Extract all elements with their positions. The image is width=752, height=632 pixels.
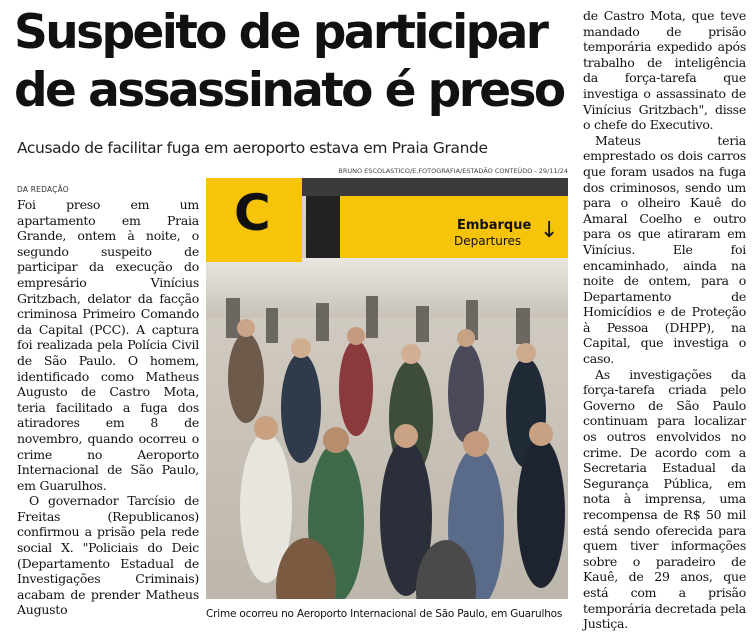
- paragraph-2: O governador Tarcísio de Freitas (Republicanos) confirmou a prisão pela rede social X. "Policiais do Deic (Departamento Estadual de Investigações Criminais) acabam de prender Matheus Augusto: [17, 493, 199, 618]
- sign-departures: Departures: [454, 234, 522, 248]
- sign-panel: [306, 196, 340, 258]
- headline-line-2: de assassinato é preso: [14, 63, 564, 118]
- subheadline: Acusado de facilitar fuga em aeroporto estava em Praia Grande: [17, 139, 488, 157]
- gate-letter: C: [234, 184, 271, 242]
- gate-sign: [206, 178, 302, 262]
- sign-bar: [302, 178, 568, 196]
- byline: DA REDAÇÃO: [17, 185, 69, 194]
- departures-sign: [340, 196, 568, 258]
- paragraph-1: Foi preso em um apartamento em Praia Grande, ontem à noite, o segundo suspeito de participar da execução do empresário Vinícius Gritzbach, delator da facção criminosa Primeiro Comando da Capital (PCC). A captura foi realizada pela Polícia Civil de São Paulo. O homem, identificado como Matheus Augusto de Castro Mota, teria facilitado a fuga dos atiradores em 8 de novembro, quando ocorreu o crime no Aeroporto Internacional de São Paulo, em Guarulhos.: [17, 197, 199, 493]
- article-column-right: [583, 8, 746, 632]
- arrow-down-icon: ↓: [540, 218, 559, 243]
- paragraph-3: de Castro Mota, que teve mandado de prisão temporária expedido após trabalho de inteligência da força-tarefa que investiga o assassinato de Vinícius Gritzbach", disse o chefe do Executivo.: [583, 8, 746, 133]
- article-column-left: [17, 197, 199, 618]
- paragraph-5: As investigações da força-tarefa criada pelo Governo de São Paulo continuam para localizar os outros envolvidos no crime. De acordo com a Secretaria Estadual da Segurança Pública, em nota à imprensa, uma recompensa de R$ 50 mil está sendo oferecida para quem tiver informações sobre o paradeiro de Kauê, de 29 anos, que está com a prisão temporária decretada pela Justiça.: [583, 366, 746, 632]
- photo-caption: Crime ocorreu no Aeroporto Internacional de São Paulo, em Guarulhos: [206, 608, 563, 620]
- photo-credit: BRUNO ESCOLASTICO/E.FOTOGRAFIA/ESTADÃO CONTEÚDO - 29/11/24: [338, 167, 568, 175]
- airport-photo: [206, 178, 568, 599]
- paragraph-4: Mateus teria emprestado os dois carros que foram usados na fuga dos criminosos, sendo um para o olheiro Kauê do Amaral Coelho e outro para os que atiraram em Vinícius. Ele foi encaminhado, ainda na noite de ontem, para o Departamento de Homicídios e de Proteção à Pessoa (DHPP), na Capital, que investiga o caso.: [583, 132, 746, 367]
- headline-line-1: Suspeito de participar: [14, 5, 547, 60]
- headline: [14, 4, 574, 120]
- sign-embarque: Embarque: [457, 218, 532, 233]
